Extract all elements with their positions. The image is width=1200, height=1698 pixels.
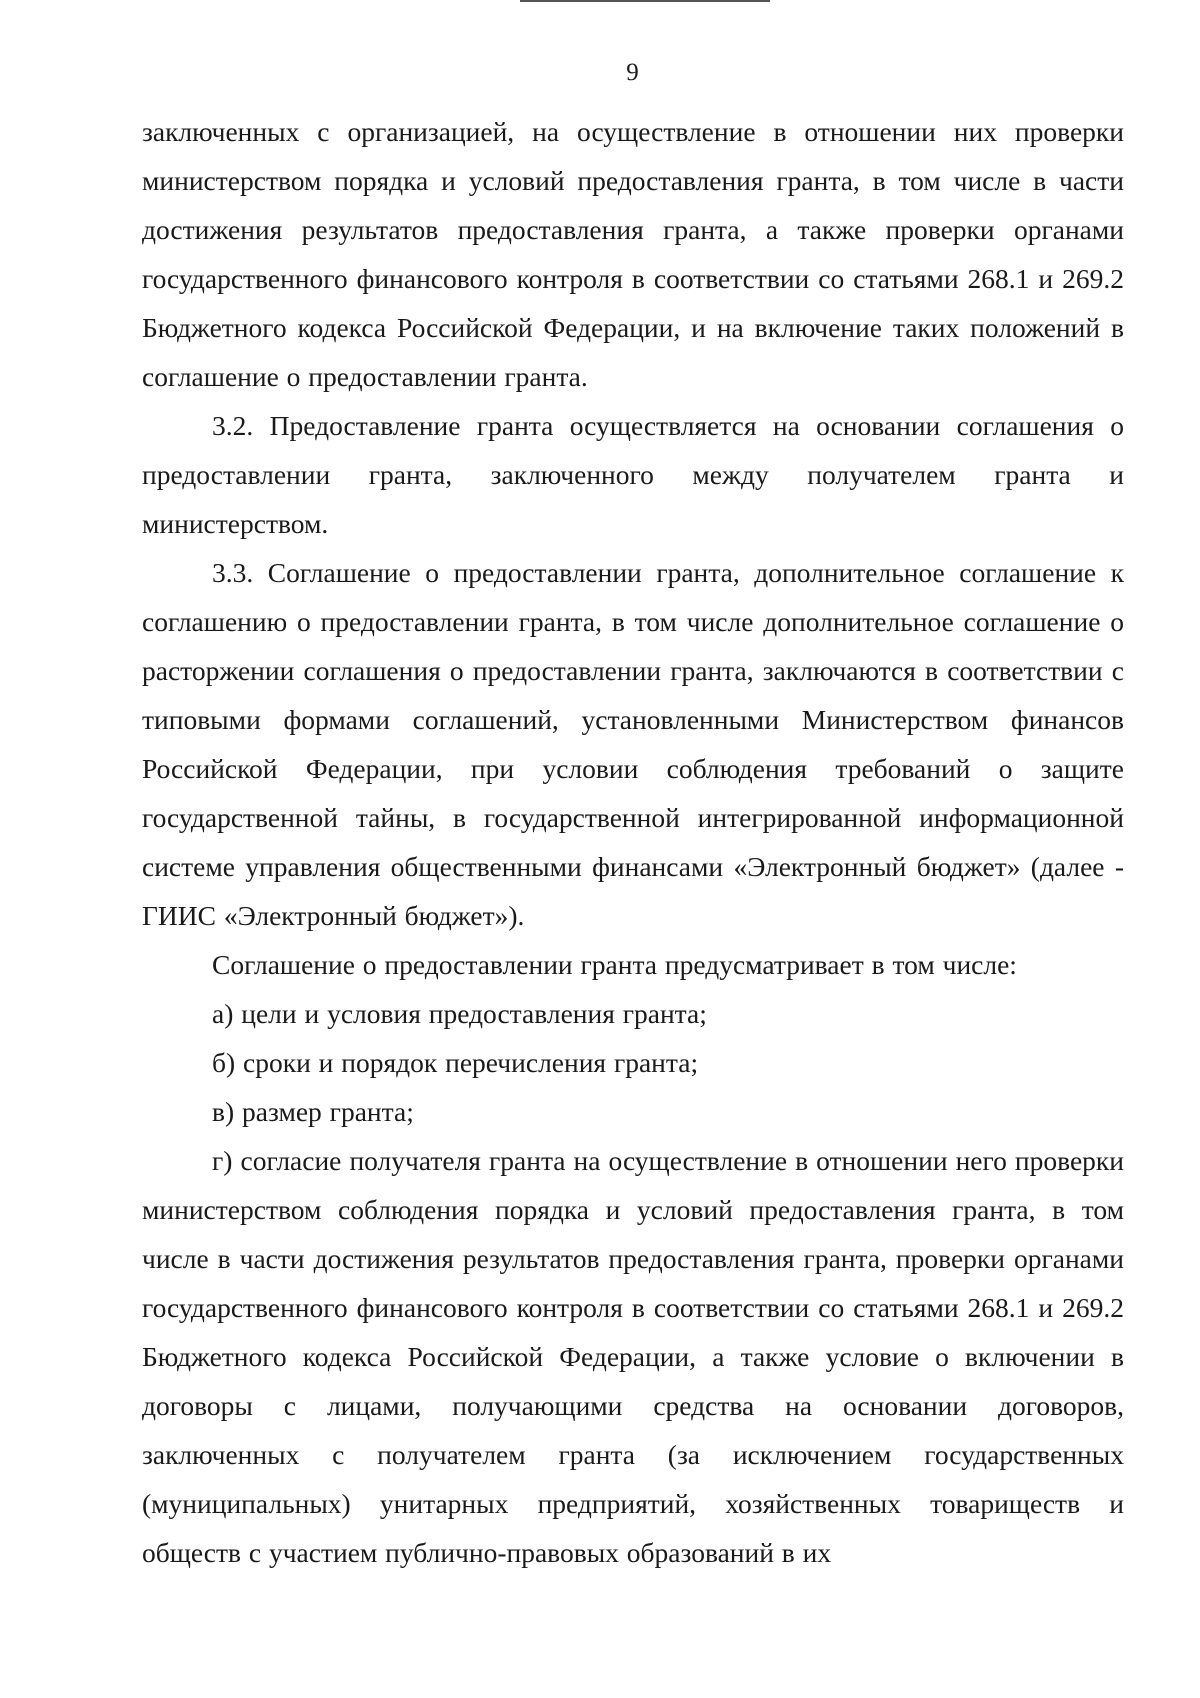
list-item-a: а) цели и условия предоставления гранта; xyxy=(212,998,707,1029)
list-item-v: в) размер гранта; xyxy=(212,1096,414,1127)
paragraph-agreement-provisions: Соглашение о предоставлении гранта предусматривает в том числе: xyxy=(212,949,1017,980)
paragraph-3-2: 3.2. Предоставление гранта осуществляется на основании соглашения о предоставлении гранта, заключенного между получателем гранта и министерством. xyxy=(142,410,1124,539)
paragraph-continuation: заключенных с организацией, на осуществление в отношении них проверки министерством порядка и условий предоставления гранта, в том числе в части достижения результатов предоставления гранта, а также проверки органами государственного финансового контроля в соответствии со статьями 268.1 и 269.2 Бюджетного кодекса Российской Федерации, и на включение таких положений в соглашение о предоставлении гранта. xyxy=(142,116,1124,392)
list-item-b: б) сроки и порядок перечисления гранта; xyxy=(212,1047,699,1078)
list-item-g: г) согласие получателя гранта на осуществление в отношении него проверки министерством соблюдения порядка и условий предоставления гранта, в том числе в части достижения результатов предоставления гранта, проверки органами государственного финансового контроля в соответствии со статьями 268.1 и 269.2 Бюджетного кодекса Российской Федерации, а также условие о включении в договоры с лицами, получающими средства на основании договоров, заключенных с получателем гранта (за исключением государственных (муниципальных) унитарных предприятий, хозяйственных товариществ и обществ с участием публично-правовых образований в их xyxy=(142,1145,1124,1568)
paragraph-3-3: 3.3. Соглашение о предоставлении гранта, дополнительное соглашение к соглашению о предоставлении гранта, в том числе дополнительное соглашение о расторжении соглашения о предоставлении гранта, заключаются в соответствии с типовыми формами соглашений, установленными Министерством финансов Российской Федерации, при условии соблюдения требований о защите государственной тайны, в государственной интегрированной информационной системе управления общественными финансами «Электронный бюджет» (далее - ГИИС «Электронный бюджет»). xyxy=(142,557,1124,931)
page-number: 9 xyxy=(626,59,639,86)
scan-edge-line xyxy=(520,0,770,2)
document-body xyxy=(142,107,1124,1577)
